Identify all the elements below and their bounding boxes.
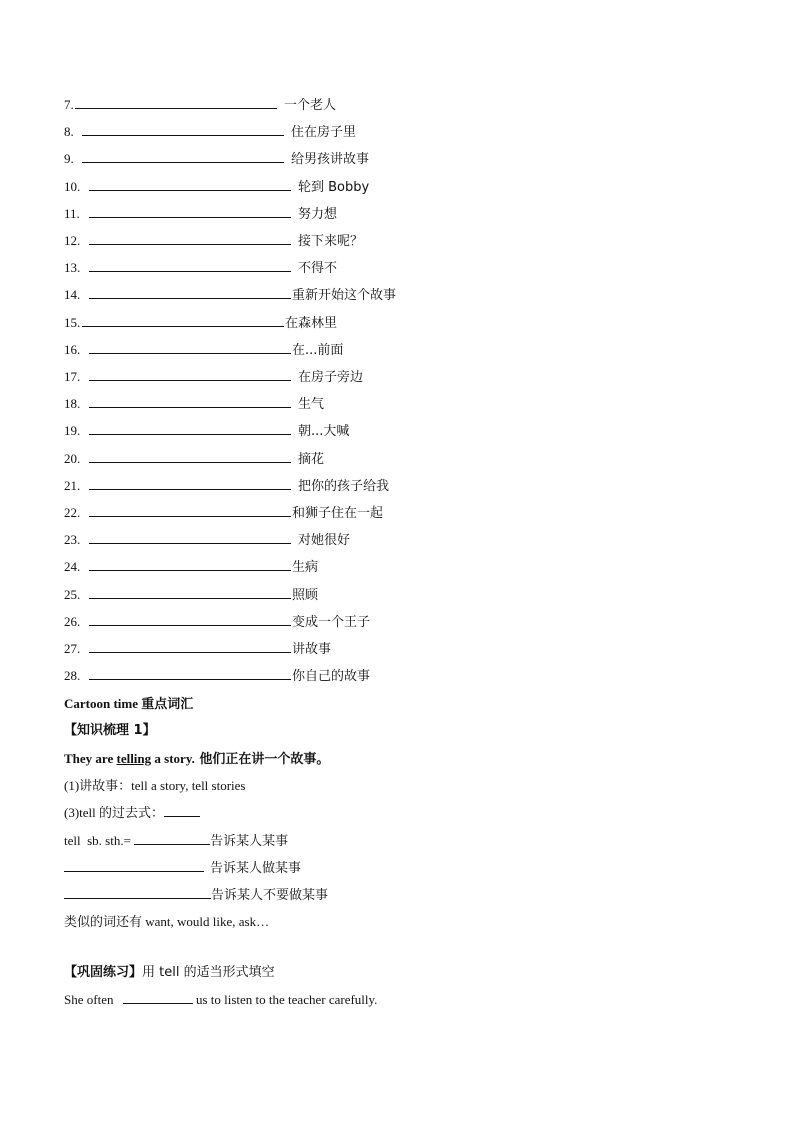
answer-blank[interactable]	[89, 503, 291, 517]
item-number: 23.	[64, 532, 81, 548]
item-number: 15.	[64, 314, 81, 330]
item-number: 19.	[64, 423, 81, 439]
answer-blank[interactable]	[89, 394, 291, 408]
item-number: 25.	[64, 586, 81, 602]
practice-sentence: She often us to listen to the teacher carefully.	[64, 992, 378, 1007]
item-meaning: 生气	[298, 397, 325, 413]
item-number: 14.	[64, 287, 81, 303]
item-meaning: 轮到 Bobby	[298, 179, 370, 195]
item-number: 26.	[64, 613, 81, 629]
answer-blank[interactable]	[89, 666, 291, 680]
item-number: 8.	[64, 124, 74, 140]
item-meaning: 朝...大喊	[298, 424, 350, 440]
vocab-item	[64, 149, 369, 169]
vocab-item	[64, 394, 324, 414]
item-number: 24.	[64, 559, 81, 575]
item-number: 17.	[64, 369, 81, 384]
item-meaning: 接下来呢？	[298, 234, 364, 249]
item-number: 18.	[64, 396, 81, 412]
item-number: 9.	[64, 151, 74, 167]
item-meaning: 重新开始这个故事	[292, 288, 397, 304]
practice-heading: 【巩固练习】 用 tell 的适当形式填空	[64, 965, 275, 980]
vocab-item	[64, 177, 369, 197]
vocab-item	[64, 612, 370, 632]
item-number: 28.	[64, 668, 81, 684]
note-line-6: 类似的词还有 want, would like, ask…	[64, 914, 270, 929]
vocab-item	[64, 557, 318, 577]
vocab-item	[64, 313, 337, 333]
item-number: 27.	[64, 641, 81, 656]
vocab-item	[64, 449, 324, 469]
item-meaning: 变成一个王子	[292, 614, 371, 630]
item-meaning: 不得不	[298, 261, 338, 277]
answer-blank[interactable]	[89, 285, 291, 299]
vocab-item	[64, 231, 363, 251]
vocab-item	[64, 476, 389, 496]
knowledge-heading: 【知识梳理 1】	[64, 723, 156, 738]
section-title: Cartoon time 重点词汇	[64, 696, 194, 711]
item-number: 21.	[64, 477, 81, 493]
answer-blank[interactable]	[82, 313, 284, 327]
item-meaning: 在房子旁边	[298, 370, 364, 385]
item-meaning: 在...前面	[292, 342, 344, 358]
answer-blank[interactable]	[164, 803, 200, 817]
answer-blank[interactable]	[89, 476, 291, 490]
answer-blank[interactable]	[123, 990, 193, 1004]
item-meaning: 在森林里	[285, 315, 338, 331]
item-meaning: 你自己的故事	[292, 669, 371, 685]
answer-blank[interactable]	[89, 585, 291, 599]
item-meaning: 摘花	[298, 451, 325, 467]
item-number: 16.	[64, 341, 81, 357]
item-number: 22.	[64, 505, 81, 520]
item-meaning: 努力想	[298, 206, 338, 222]
answer-blank[interactable]	[82, 122, 284, 136]
vocab-item	[64, 367, 363, 387]
item-number: 13.	[64, 260, 81, 276]
item-meaning: 和狮子住在一起	[292, 506, 384, 521]
answer-blank[interactable]	[89, 204, 291, 218]
vocab-item	[64, 639, 331, 659]
note-line-1: (1)讲故事：tell a story, tell stories	[64, 778, 246, 793]
vocab-item	[64, 530, 350, 550]
example-sentence: They are telling a story. 他们正在讲一个故事。	[64, 751, 330, 767]
note-line-4: 告诉某人做某事	[64, 858, 301, 878]
item-meaning: 给男孩讲故事	[291, 152, 370, 168]
answer-blank[interactable]	[89, 258, 291, 272]
vocab-item	[64, 204, 337, 224]
item-meaning: 生病	[292, 560, 319, 576]
vocab-item	[64, 503, 383, 523]
item-number: 12.	[64, 233, 81, 248]
item-meaning: 讲故事	[292, 642, 332, 657]
answer-blank[interactable]	[64, 885, 211, 899]
answer-blank[interactable]	[82, 149, 284, 163]
answer-blank[interactable]	[134, 831, 210, 845]
answer-blank[interactable]	[89, 177, 291, 191]
answer-blank[interactable]	[89, 340, 291, 354]
item-number: 10.	[64, 178, 81, 194]
item-number: 20.	[64, 450, 81, 466]
answer-blank[interactable]	[89, 421, 291, 435]
note-line-3: tell sb. sth.= 告诉某人某事	[64, 833, 289, 849]
item-number: 11.	[64, 205, 80, 221]
vocab-item	[64, 666, 370, 686]
item-meaning: 一个老人	[284, 98, 337, 113]
item-number: 7.	[64, 97, 74, 112]
answer-blank[interactable]	[89, 639, 291, 653]
item-meaning: 住在房子里	[291, 125, 357, 141]
item-meaning: 照顾	[292, 587, 319, 603]
vocab-item	[64, 95, 336, 115]
vocab-item	[64, 285, 396, 305]
answer-blank[interactable]	[89, 367, 291, 381]
note-line-2: (3)tell 的过去式：	[64, 803, 200, 823]
answer-blank[interactable]	[89, 449, 291, 463]
vocab-item	[64, 340, 343, 360]
answer-blank[interactable]	[89, 530, 291, 544]
answer-blank[interactable]	[89, 612, 291, 626]
vocab-item	[64, 122, 356, 142]
note-line-5: 告诉某人不要做某事	[64, 885, 328, 905]
answer-blank[interactable]	[64, 858, 204, 872]
vocab-item	[64, 421, 349, 441]
item-meaning: 把你的孩子给我	[298, 478, 390, 494]
answer-blank[interactable]	[89, 557, 291, 571]
answer-blank[interactable]	[75, 95, 277, 109]
vocab-item	[64, 258, 337, 278]
item-meaning: 对她很好	[298, 533, 351, 549]
answer-blank[interactable]	[89, 231, 291, 245]
vocab-item	[64, 585, 318, 605]
